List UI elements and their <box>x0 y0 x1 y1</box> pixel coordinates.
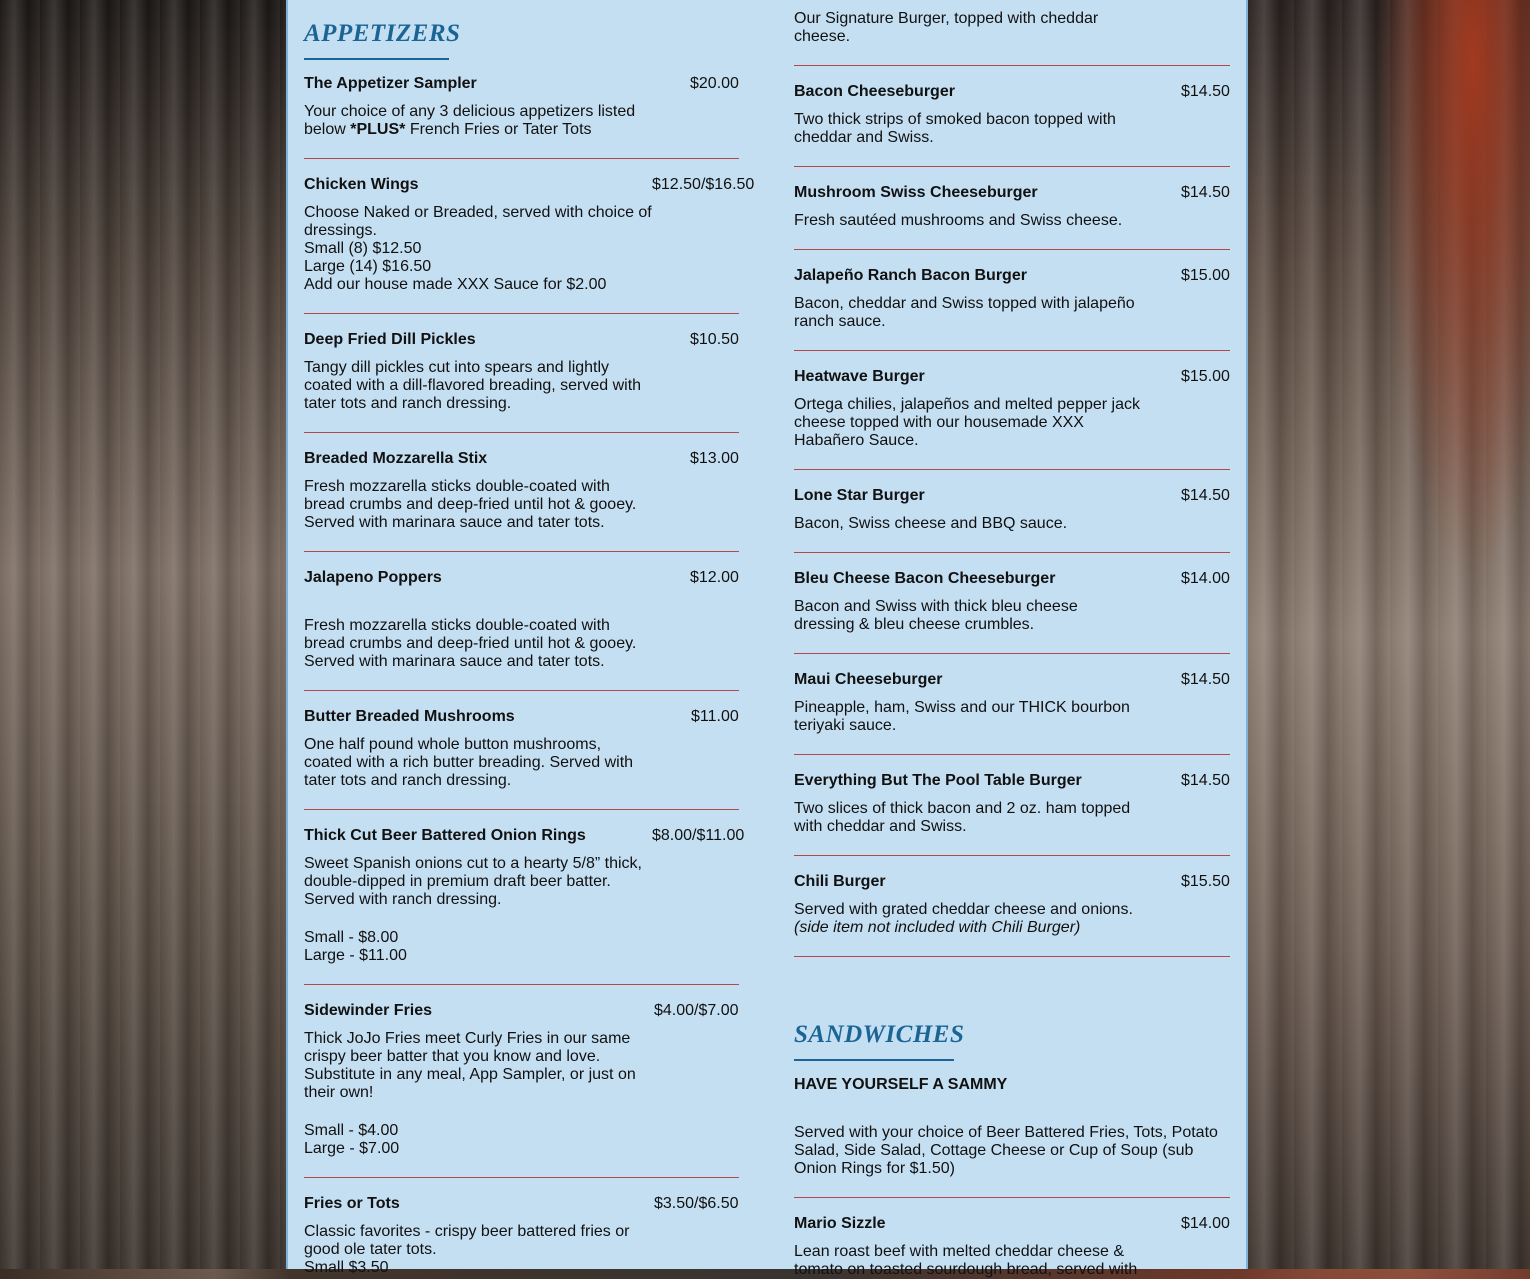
description-line: Onion Rings for $1.50) <box>794 1160 955 1177</box>
appetizers-title-rule <box>304 58 449 60</box>
description-line: ranch sauce. <box>794 313 886 330</box>
item-divider <box>304 432 739 433</box>
description-line: Habañero Sauce. <box>794 432 919 449</box>
description-line: Served with ranch dressing. <box>304 891 502 908</box>
item-description <box>794 10 1098 46</box>
description-note: (side item not included with Chili Burger) <box>794 919 1081 936</box>
description-spacer <box>304 909 642 929</box>
description-line: One half pound whole button mushrooms, <box>304 736 602 753</box>
item-price: $8.00/$11.00 <box>652 827 745 844</box>
item-description <box>794 295 1135 331</box>
item-price: $3.50/$6.50 <box>654 1195 739 1212</box>
background-left <box>0 0 286 1269</box>
item-price: $14.50 <box>1181 487 1230 504</box>
item-description <box>304 1223 629 1277</box>
item-name: Thick Cut Beer Battered Onion Rings <box>304 827 586 844</box>
item-name: Breaded Mozzarella Stix <box>304 450 488 467</box>
description-spacer <box>304 1102 636 1122</box>
item-price: $14.50 <box>1181 184 1230 201</box>
description-line: Two thick strips of smoked bacon topped with <box>794 111 1116 128</box>
item-price: $13.00 <box>690 450 739 467</box>
description-line: Small $3.50 <box>304 1259 389 1276</box>
item-name: Sidewinder Fries <box>304 1002 433 1019</box>
item-name: Maui Cheeseburger <box>794 671 943 688</box>
intro-description <box>794 1124 1218 1178</box>
description-line: Fresh sautéed mushrooms and Swiss cheese. <box>794 212 1123 229</box>
item-description <box>794 212 1122 230</box>
description-line: Bacon and Swiss with thick bleu cheese <box>794 598 1078 615</box>
intro-heading: HAVE YOURSELF A SAMMY <box>794 1076 1008 1093</box>
item-name: Everything But The Pool Table Burger <box>794 772 1082 789</box>
item-description <box>304 103 635 139</box>
item-name: Fries or Tots <box>304 1195 400 1212</box>
description-line: Your choice of any 3 delicious appetizers listed <box>304 103 636 120</box>
item-divider <box>304 984 739 985</box>
description-line: cheese. <box>794 28 851 45</box>
item-name: Deep Fried Dill Pickles <box>304 331 476 348</box>
description-line: double-dipped in premium draft beer batter. <box>304 873 611 890</box>
item-name: Heatwave Burger <box>794 368 925 385</box>
sandwiches-title: SANDWICHES <box>794 1021 965 1048</box>
description-line: dressing & bleu cheese crumbles. <box>794 616 1035 633</box>
item-name: Jalapeno Poppers <box>304 569 442 586</box>
item-name: Mushroom Swiss Cheeseburger <box>794 184 1038 201</box>
item-price: $12.00 <box>690 569 739 586</box>
item-description <box>794 901 1133 937</box>
description-line: good ole tater tots. <box>304 1241 437 1258</box>
description-line: Fresh mozzarella sticks double-coated with <box>304 478 610 495</box>
item-divider <box>304 1177 739 1178</box>
description-line: tomato on toasted sourdough bread, served with <box>794 1261 1138 1278</box>
item-name: Chicken Wings <box>304 176 419 193</box>
description-line: coated with a dill-flavored breading, served with <box>304 377 642 394</box>
description-line: Substitute in any meal, App Sampler, or just on <box>304 1066 636 1083</box>
item-price: $15.00 <box>1181 368 1230 385</box>
description-line: Small - $4.00 <box>304 1122 399 1139</box>
description-line: Large (14) $16.50 <box>304 258 432 275</box>
item-description <box>304 204 652 294</box>
item-price: $11.00 <box>691 708 739 725</box>
description-text: French Fries or Tater Tots <box>405 121 592 138</box>
item-divider <box>304 809 739 810</box>
description-line: Small - $8.00 <box>304 929 399 946</box>
description-line: Fresh mozzarella sticks double-coated with <box>304 617 610 634</box>
description-line: Served with marinara sauce and tater tots. <box>304 514 605 531</box>
item-divider <box>794 552 1230 553</box>
description-line: cheese topped with our housemade XXX <box>794 414 1084 431</box>
item-description <box>794 699 1130 735</box>
item-divider <box>794 350 1230 351</box>
description-line: Thick JoJo Fries meet Curly Fries in our same <box>304 1030 631 1047</box>
description-line: Classic favorites - crispy beer battered fries or <box>304 1223 630 1240</box>
description-line: Ortega chilies, jalapeños and melted pepper jack <box>794 396 1140 413</box>
description-line: Sweet Spanish onions cut to a hearty 5/8” thick, <box>304 855 642 872</box>
item-divider <box>304 690 739 691</box>
description-line: Choose Naked or Breaded, served with choice of <box>304 204 652 221</box>
item-price: $4.00/$7.00 <box>654 1002 739 1019</box>
description-line: Pineapple, ham, Swiss and our THICK bourbon <box>794 699 1130 716</box>
description-line: Add our house made XXX Sauce for $2.00 <box>304 276 607 293</box>
item-divider <box>794 249 1230 250</box>
description-line: Small (8) $12.50 <box>304 240 422 257</box>
item-name: Chili Burger <box>794 873 886 890</box>
description-line: tater tots and ranch dressing. <box>304 395 512 412</box>
description-emphasis: *PLUS* <box>350 121 406 138</box>
description-line: bread crumbs and deep-fried until hot & gooey. <box>304 496 637 513</box>
item-description <box>794 515 1067 533</box>
description-line: Lean roast beef with melted cheddar cheese & <box>794 1243 1124 1260</box>
item-divider <box>794 1197 1230 1198</box>
item-divider <box>794 166 1230 167</box>
description-line: Served with marinara sauce and tater tots. <box>304 653 605 670</box>
description-line: Served with grated cheddar cheese and onions. <box>794 901 1133 918</box>
appetizers-header <box>304 19 461 60</box>
item-description <box>304 478 636 532</box>
item-divider <box>794 956 1230 957</box>
item-price: $15.50 <box>1181 873 1230 890</box>
description-line: crispy beer batter that you know and love. <box>304 1048 601 1065</box>
description-line: Served with your choice of Beer Battered Fries, Tots, Potato <box>794 1124 1218 1141</box>
description-line: Our Signature Burger, topped with cheddar <box>794 10 1099 27</box>
description-line: Two slices of thick bacon and 2 oz. ham topped <box>794 800 1131 817</box>
item-divider <box>794 855 1230 856</box>
item-divider <box>794 653 1230 654</box>
item-description <box>794 1243 1137 1279</box>
sandwiches-title-rule <box>794 1059 954 1061</box>
item-divider <box>304 313 739 314</box>
background-right <box>1246 0 1530 1269</box>
description-line: teriyaki sauce. <box>794 717 897 734</box>
item-description <box>304 1030 636 1158</box>
item-price: $14.00 <box>1181 570 1230 587</box>
item-name: Jalapeño Ranch Bacon Burger <box>794 267 1027 284</box>
sandwiches-intro <box>794 1076 1230 1177</box>
item-name: The Appetizer Sampler <box>304 75 477 92</box>
item-name: Mario Sizzle <box>794 1215 886 1232</box>
description-text: below <box>304 121 351 138</box>
sandwiches-header <box>794 1020 965 1061</box>
item-price: $15.00 <box>1181 267 1230 284</box>
description-line: bread crumbs and deep-fried until hot & gooey. <box>304 635 637 652</box>
item-price: $14.00 <box>1181 1215 1230 1232</box>
item-price: $12.50/$16.50 <box>652 176 755 193</box>
item-price: $14.50 <box>1181 772 1230 789</box>
item-divider <box>304 158 739 159</box>
item-description <box>304 359 641 413</box>
menu-panel <box>286 0 1248 1278</box>
item-price: $20.00 <box>690 75 739 92</box>
item-price: $14.50 <box>1181 671 1230 688</box>
description-line: tater tots and ranch dressing. <box>304 772 512 789</box>
item-divider <box>304 551 739 552</box>
description-line: coated with a rich butter breading. Served with <box>304 754 634 771</box>
description-line: Large - $11.00 <box>304 947 407 964</box>
item-description <box>794 598 1078 634</box>
description-line: Bacon, Swiss cheese and BBQ sauce. <box>794 515 1068 532</box>
item-description <box>304 855 642 965</box>
description-line <box>304 121 635 139</box>
item-name: Bacon Cheeseburger <box>794 83 955 100</box>
item-divider <box>794 65 1230 66</box>
appetizers-title: APPETIZERS <box>304 20 461 47</box>
item-name: Butter Breaded Mushrooms <box>304 708 515 725</box>
item-description <box>794 396 1140 450</box>
item-price: $10.50 <box>690 331 739 348</box>
item-divider <box>794 754 1230 755</box>
item-description <box>794 111 1116 147</box>
description-line: dressings. <box>304 222 377 239</box>
item-description <box>304 736 633 790</box>
item-description <box>794 800 1130 836</box>
item-price: $14.50 <box>1181 83 1230 100</box>
item-name: Lone Star Burger <box>794 487 925 504</box>
description-line: Large - $7.00 <box>304 1140 400 1157</box>
description-line: with cheddar and Swiss. <box>794 818 967 835</box>
description-line: Salad, Side Salad, Cottage Cheese or Cup of Soup (sub <box>794 1142 1194 1159</box>
description-line: Bacon, cheddar and Swiss topped with jalapeño <box>794 295 1135 312</box>
description-line: Tangy dill pickles cut into spears and lightly <box>304 359 610 376</box>
item-description <box>304 617 636 671</box>
item-name: Bleu Cheese Bacon Cheeseburger <box>794 570 1056 587</box>
description-line: cheddar and Swiss. <box>794 129 934 146</box>
description-line: their own! <box>304 1084 374 1101</box>
item-divider <box>794 469 1230 470</box>
